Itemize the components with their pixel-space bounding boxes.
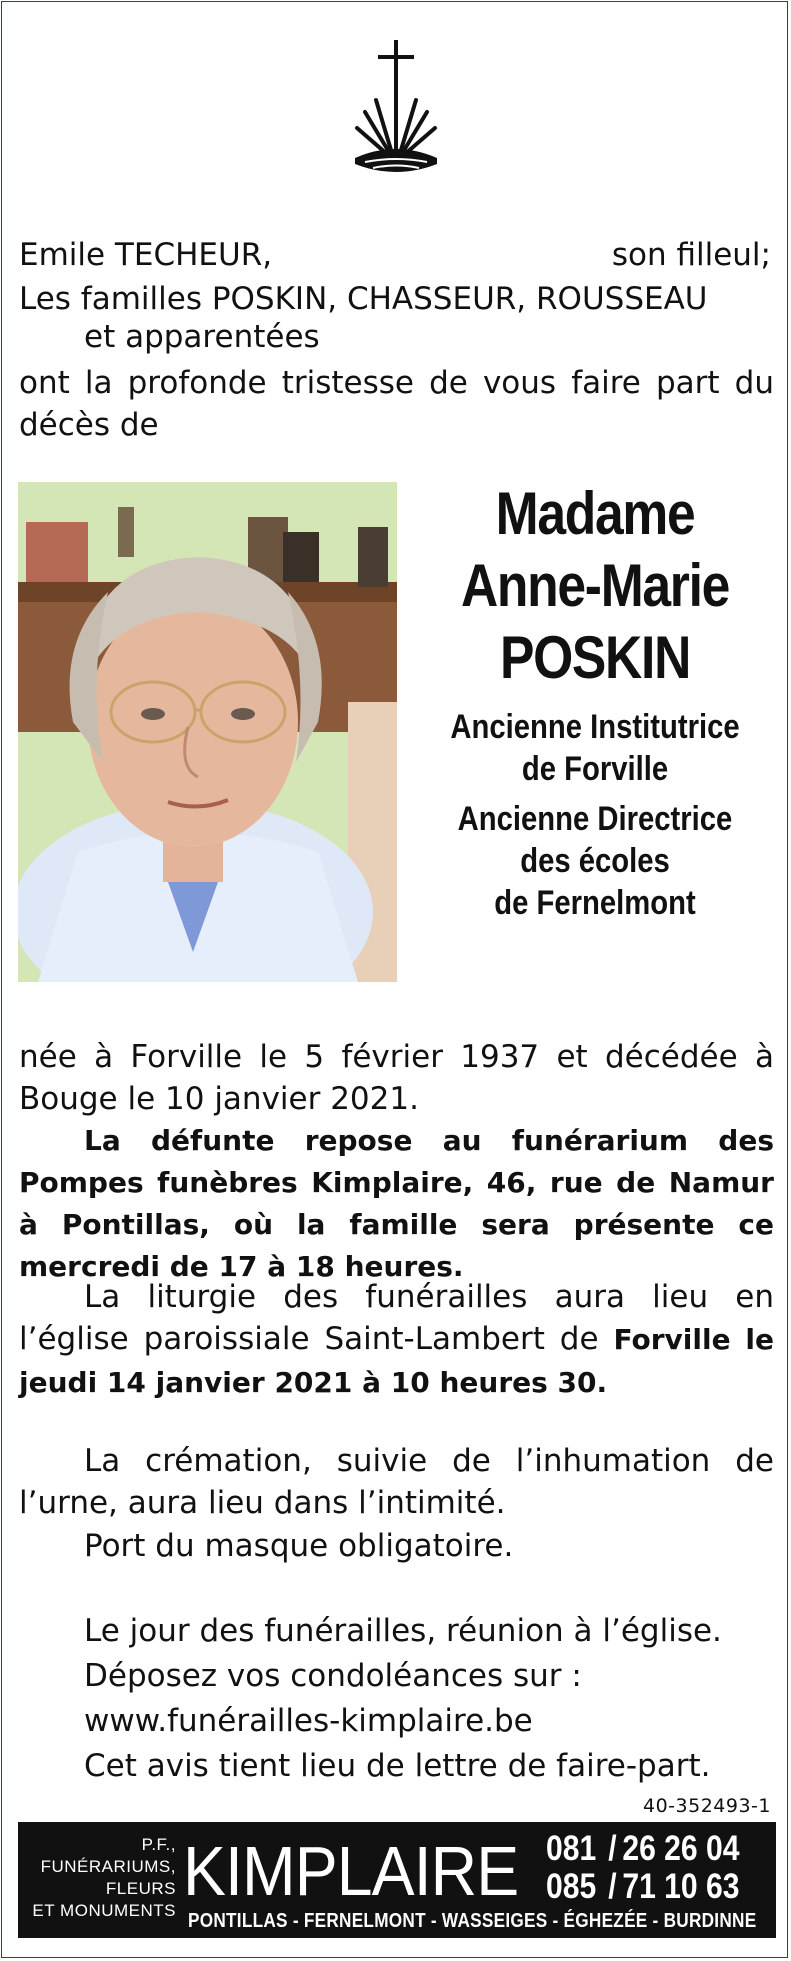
viewing-text: La défunte repose au funérarium des Pompes funèbres Kimplaire, 46, rue de Namur à Pontillas, où la famille sera présente ce mercredi de 17 à 18 heures. bbox=[19, 1124, 774, 1283]
deceased-first-name: Anne-Marie bbox=[460, 552, 730, 619]
services-list bbox=[18, 1834, 176, 1922]
services-line3: FLEURS bbox=[105, 1879, 176, 1898]
deceased-last-name: POSKIN bbox=[499, 624, 691, 691]
liturgy-text bbox=[19, 1276, 774, 1404]
phone2-prefix: 085 bbox=[546, 1867, 597, 1906]
phone2-number: 71 10 63 bbox=[622, 1867, 740, 1906]
funeral-home-banner bbox=[18, 1822, 776, 1938]
meeting-text: Le jour des funérailles, réunion à l’église. bbox=[84, 1613, 722, 1649]
condolences-text: Déposez vos condoléances sur : bbox=[84, 1658, 582, 1694]
phone-numbers bbox=[546, 1830, 771, 1906]
sender-name: Emile TECHEUR, bbox=[19, 237, 273, 273]
towns-list: PONTILLAS - FERNELMONT - WASSEIGES - ÉGHEZÉE - BURDINNE bbox=[188, 1910, 757, 1932]
deceased-civility: Madame bbox=[495, 480, 695, 547]
phone1-number: 26 26 04 bbox=[622, 1829, 740, 1868]
phone-row-1: 081 / 26 26 04 bbox=[546, 1829, 740, 1868]
intro-text: ont la profonde tristesse de vous faire part du décès de bbox=[19, 365, 774, 443]
cremation-text: La crémation, suivie de l’inhumation de l’urne, aura lieu dans l’intimité. bbox=[19, 1443, 774, 1521]
phone1-prefix: 081 bbox=[546, 1829, 597, 1868]
role2-line2: des écoles bbox=[520, 842, 670, 880]
birth-death-text: née à Forville le 5 février 1937 et décédée à Bouge le 10 janvier 2021. bbox=[19, 1039, 774, 1117]
role2-line3: de Fernelmont bbox=[494, 884, 696, 922]
role2-line1: Ancienne Directrice bbox=[457, 800, 733, 838]
mask-text: Port du masque obligatoire. bbox=[84, 1528, 514, 1564]
brand-name: KIMPLAIRE bbox=[183, 1832, 519, 1910]
role1-line1: Ancienne Institutrice bbox=[450, 708, 740, 746]
services-line2: FUNÉRARIUMS, bbox=[40, 1857, 176, 1876]
liturgy-date: Forville le jeudi 14 janvier 2021 à 10 heures 30. bbox=[19, 1323, 774, 1399]
notice-text: Cet avis tient lieu de lettre de faire-part. bbox=[84, 1748, 711, 1784]
sender-relation: son filleul; bbox=[611, 237, 771, 273]
website-link[interactable]: www.funérailles-kimplaire.be bbox=[84, 1703, 533, 1739]
families-line: Les familles POSKIN, CHASSEUR, ROUSSEAU bbox=[19, 281, 708, 317]
role1-line2: de Forville bbox=[521, 750, 669, 788]
reference-number: 40-352493-1 bbox=[642, 1795, 771, 1817]
services-line4: ET MONUMENTS bbox=[32, 1901, 176, 1920]
cross-rising-sun-icon bbox=[351, 40, 441, 185]
deceased-photo bbox=[18, 482, 397, 982]
liturgy-prefix: La liturgie des funérailles aura lieu en l’église paroissiale Saint-Lambert de bbox=[19, 1279, 774, 1357]
deceased-name-block bbox=[410, 478, 780, 924]
services-line1: P.F., bbox=[141, 1835, 176, 1854]
phone-row-2: 085 / 71 10 63 bbox=[546, 1867, 740, 1906]
related-line: et apparentées bbox=[84, 319, 320, 355]
